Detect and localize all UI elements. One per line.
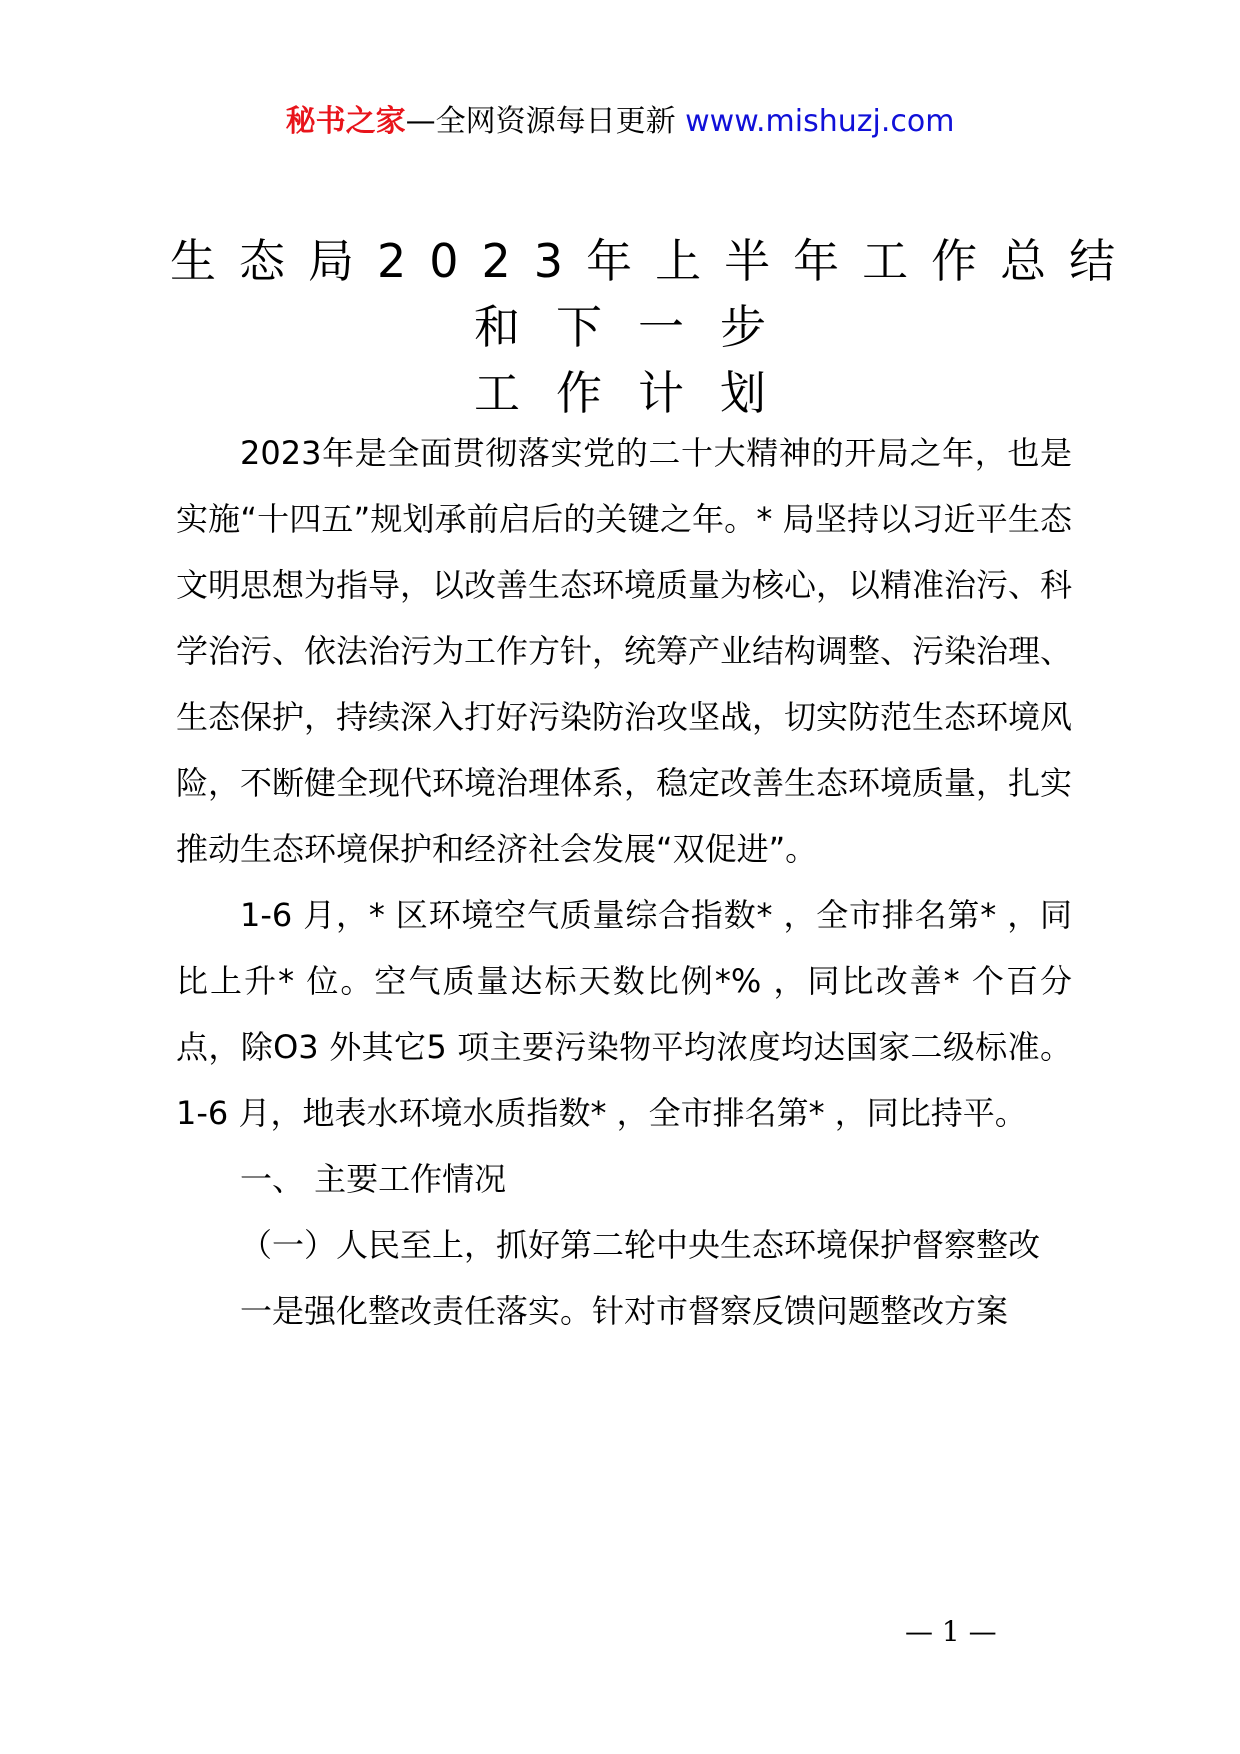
site-header	[0, 100, 1240, 144]
subsection-heading-1: （一）人民至上，抓好第二轮中央生态环境保护督察整改	[240, 1226, 1041, 1264]
paragraph-intro: 2023年是全面贯彻落实党的二十大精神的开局之年，也是实施“十四五”规划承前启后的关键之年。* 局坚持以习近平生态文明思想为指导，以改善生态环境质量为核心，以精准治污、科学治污、依法治污为工作方针，统筹产业结构调整、污染治理、生态保护，持续深入打好污染防治攻坚战，切实防范生态环境风险，不断健全现代环境治理体系，稳定改善生态环境质量，扎实推动生态环境保护和经济社会发展“双促进”。	[176, 434, 1073, 868]
title-line-1: 生态局2023年上半年工作总结	[170, 234, 1139, 288]
page-number: — 1 —	[905, 1615, 997, 1648]
document-title	[170, 228, 1139, 426]
section-heading-main-work: 一、 主要工作情况	[240, 1160, 507, 1198]
site-brand: 秘书之家	[285, 104, 406, 139]
title-line-2: 和下一步	[474, 300, 802, 354]
paragraph-indicators: 1-6 月，* 区环境空气质量综合指数* ，全市排名第* ，同比上升* 位。空气质量达标天数比例*% ，同比改善* 个百分点，除O3 外其它5 项主要污染物平均浓度均达国家二级标准。1-6 月，地表水环境水质指数* ，全市排名第* ，同比持平。	[176, 896, 1072, 1132]
site-url-link[interactable]: www.mishuzj.com	[685, 104, 955, 139]
site-tagline: —全网资源每日更新	[405, 104, 686, 139]
document-body	[176, 420, 1072, 1344]
title-line-3: 工作计划	[474, 366, 802, 420]
paragraph-rectification: 一是强化整改责任落实。针对市督察反馈问题整改方案	[240, 1292, 1009, 1330]
